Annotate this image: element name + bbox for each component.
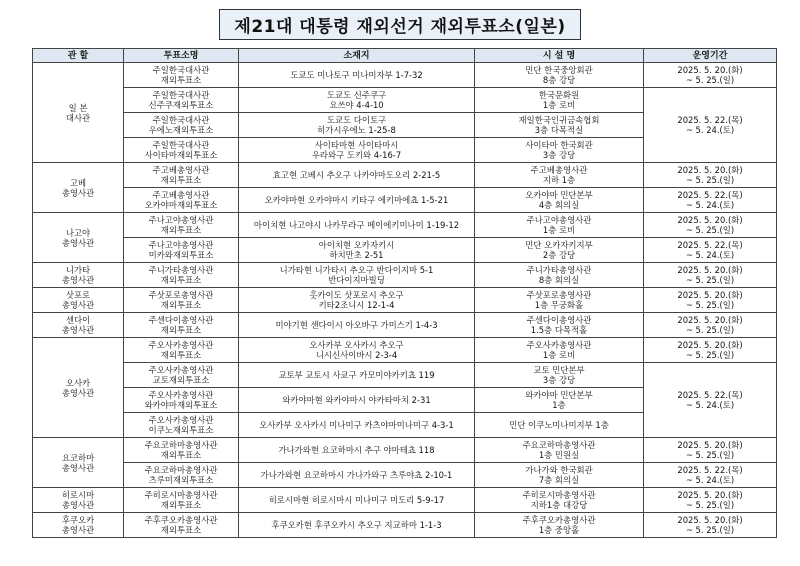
period-cell-line: 2025. 5. 22.(목) (677, 240, 743, 250)
jurisdiction-cell-line: 일 본 (68, 102, 88, 113)
address-cell-line: 후쿠오카현 후쿠오카시 추오구 지교하마 1-1-3 (271, 520, 442, 530)
facility-cell-line: 2층 강당 (542, 250, 576, 260)
jurisdiction-cell-line: 총영사관 (61, 300, 95, 310)
facility-cell (475, 163, 644, 188)
facility-cell-line: 민단 한국중앙회관 (525, 65, 593, 75)
period-cell-line: 2025. 5. 20.(화) (677, 490, 743, 500)
facility-cell (475, 313, 644, 338)
period-cell (644, 338, 777, 363)
period-cell-line: ~ 5. 25.(일) (685, 350, 735, 360)
address-cell (239, 313, 475, 338)
facility-cell (475, 263, 644, 288)
address-cell (239, 113, 475, 138)
period-cell-line: 2025. 5. 20.(화) (677, 515, 743, 525)
jurisdiction-cell-line: 총영사관 (61, 325, 95, 335)
station-cell-line: 재외투표소 (160, 350, 202, 360)
period-cell-line: ~ 5. 25.(일) (685, 300, 735, 310)
period-cell-line: ~ 5. 25.(일) (685, 450, 735, 460)
jurisdiction-cell-line: 오사카 (65, 377, 91, 388)
period-cell-line: ~ 5. 25.(일) (685, 75, 735, 85)
station-cell (124, 188, 239, 213)
address-cell-line: 가나가와현 요코하마시 가나가와구 츠루야쵸 2-10-1 (260, 470, 453, 480)
period-cell-line: 2025. 5. 22.(목) (677, 115, 743, 125)
station-cell (124, 463, 239, 488)
facility-cell-line: 지하 1층 (542, 175, 576, 185)
period-cell (644, 213, 777, 238)
jurisdiction-cell-line: 총영사관 (61, 525, 95, 535)
period-cell (644, 438, 777, 463)
station-cell (124, 363, 239, 388)
jurisdiction-cell (33, 213, 124, 263)
address-cell-line: 교토부 교토시 사쿄구 카모미야카키쵸 119 (278, 370, 435, 380)
station-cell (124, 513, 239, 538)
period-cell (644, 63, 777, 88)
period-cell-line: 2025. 5. 22.(목) (677, 190, 743, 200)
address-cell (239, 488, 475, 513)
period-cell-line: ~ 5. 25.(일) (685, 225, 735, 235)
period-cell (644, 313, 777, 338)
period-cell-line: ~ 5. 24.(토) (685, 200, 735, 210)
period-cell-line: 2025. 5. 22.(목) (677, 465, 743, 475)
table-body (33, 63, 777, 538)
period-cell-line: ~ 5. 24.(토) (685, 475, 735, 485)
facility-cell-line: 사이타마 한국회관 (525, 140, 593, 150)
jurisdiction-cell-line: 총영사관 (61, 500, 95, 510)
title-area (0, 6, 800, 42)
address-cell-line: 우라와구 도키와 4-16-7 (311, 150, 402, 160)
header-facility: 시 설 명 (475, 49, 644, 63)
station-cell-line: 주오사카총영사관 (148, 365, 214, 375)
station-cell-line: 주삿포로총영사관 (148, 290, 214, 300)
facility-cell-line: 1층 중앙홀 (538, 525, 580, 535)
jurisdiction-cell (33, 438, 124, 488)
address-cell (239, 213, 475, 238)
address-cell-line: 하치만초 2-51 (329, 250, 384, 260)
period-cell-line: 2025. 5. 20.(화) (677, 265, 743, 275)
jurisdiction-cell-line: 총영사관 (61, 275, 95, 285)
station-cell (124, 63, 239, 88)
jurisdiction-cell-line: 총영사관 (61, 387, 95, 398)
address-cell (239, 413, 475, 438)
jurisdiction-cell-line: 총영사관 (61, 187, 95, 198)
station-cell (124, 238, 239, 263)
jurisdiction-cell-line: 니가타 (65, 265, 91, 275)
period-cell (644, 163, 777, 188)
jurisdiction-cell-line: 고베 (69, 177, 87, 188)
facility-cell (475, 363, 644, 388)
address-cell-line: 도쿄도 다이토구 (326, 115, 387, 125)
period-cell-line: 2025. 5. 22.(목) (677, 390, 743, 400)
station-cell-line: 주오사카총영사관 (148, 390, 214, 400)
address-cell-line: 니시신사이바시 2-3-4 (315, 350, 398, 360)
jurisdiction-cell-line: 총영사관 (61, 462, 95, 473)
facility-cell-line: 지하1층 대강당 (530, 500, 588, 510)
address-cell-line: 효고현 고베시 추오구 나카야마도오리 2-21-5 (272, 170, 441, 180)
period-cell (644, 88, 777, 163)
station-cell (124, 113, 239, 138)
station-cell-line: 주일한국대사관 (152, 115, 210, 125)
address-cell-line: 도쿄도 미나토구 미나미자부 1-7-32 (290, 70, 423, 80)
facility-cell-line: 1층 무궁화홀 (534, 300, 584, 310)
period-cell-line: ~ 5. 24.(토) (685, 400, 735, 410)
station-cell-line: 신주쿠재외투표소 (148, 100, 214, 110)
address-cell-line: 오사카부 오사카시 미나미구 카츠야마미나미구 4-3-1 (259, 420, 454, 430)
facility-cell-line: 민단 오카자키지부 (525, 240, 593, 250)
address-cell (239, 238, 475, 263)
facility-cell-line: 주후쿠오카총영사관 (522, 515, 596, 525)
address-cell-line: 도쿄도 신주쿠구 (326, 90, 387, 100)
station-cell-line: 주요코하마총영사관 (144, 465, 218, 475)
table-row (33, 488, 777, 513)
jurisdiction-cell-line: 센다이 (65, 315, 91, 325)
station-cell-line: 미카와재외투표소 (148, 250, 214, 260)
facility-cell-line: 7층 회의실 (538, 475, 580, 485)
facility-cell (475, 238, 644, 263)
period-cell (644, 188, 777, 213)
period-cell-line: ~ 5. 25.(일) (685, 500, 735, 510)
jurisdiction-cell-line: 대사관 (65, 112, 91, 123)
address-cell-line: 오카야마현 오카야마시 키타구 에키마에쵸 1-5-21 (264, 195, 449, 205)
address-cell-line: 아이치현 오카자키시 (318, 240, 395, 250)
address-cell (239, 263, 475, 288)
address-cell-line: 와카야마현 와카야마시 야카타마치 2-31 (282, 395, 431, 405)
station-cell-line: 오카야마재외투표소 (144, 200, 218, 210)
facility-cell (475, 88, 644, 113)
period-cell (644, 288, 777, 313)
station-cell-line: 재외투표소 (160, 225, 202, 235)
station-cell-line: 주오사카총영사관 (148, 415, 214, 425)
facility-cell (475, 438, 644, 463)
jurisdiction-cell (33, 163, 124, 213)
jurisdiction-cell (33, 263, 124, 288)
address-cell-line: 반다이지마빌딩 (328, 275, 385, 285)
station-cell (124, 438, 239, 463)
period-cell-line: ~ 5. 24.(토) (685, 125, 735, 135)
address-cell-line: 사이타마현 사이타마시 (314, 140, 399, 150)
header-period: 운영기간 (644, 49, 777, 63)
station-cell-line: 주히로시마총영사관 (144, 490, 218, 500)
facility-cell-line: 1층 민원실 (538, 450, 580, 460)
station-cell (124, 388, 239, 413)
station-cell-line: 츠루미재외투표소 (148, 475, 214, 485)
facility-cell (475, 213, 644, 238)
facility-cell (475, 463, 644, 488)
period-cell-line: 2025. 5. 20.(화) (677, 215, 743, 225)
station-cell-line: 주후쿠오카총영사관 (144, 515, 218, 525)
station-cell (124, 213, 239, 238)
period-cell-line: 2025. 5. 20.(화) (677, 340, 743, 350)
station-cell-line: 와카야마재외투표소 (144, 400, 218, 410)
facility-cell-line: 1층 (552, 400, 566, 410)
address-cell (239, 363, 475, 388)
facility-cell-line: 1층 로비 (542, 350, 576, 360)
jurisdiction-cell-line: 총영사관 (61, 237, 95, 248)
facility-cell (475, 188, 644, 213)
station-cell-line: 재외투표소 (160, 300, 202, 310)
address-cell (239, 463, 475, 488)
table-row (33, 338, 777, 363)
period-cell (644, 488, 777, 513)
period-cell-line: ~ 5. 25.(일) (685, 275, 735, 285)
table-row (33, 438, 777, 463)
facility-cell-line: 주오사카총영사관 (526, 340, 592, 350)
facility-cell-line: 주삿포로총영사관 (526, 290, 592, 300)
period-cell-line: ~ 5. 25.(일) (685, 175, 735, 185)
station-cell-line: 교토재외투표소 (152, 375, 210, 385)
station-cell-line: 주고베총영사관 (152, 190, 210, 200)
station-cell-line: 재외투표소 (160, 275, 202, 285)
facility-cell-line: 3층 강당 (542, 150, 576, 160)
station-cell-line: 주니가타총영사관 (148, 265, 214, 275)
table-row (33, 188, 777, 213)
table-row (33, 213, 777, 238)
facility-cell (475, 388, 644, 413)
table-row (33, 88, 777, 113)
period-cell-line: 2025. 5. 20.(화) (677, 440, 743, 450)
address-cell-line: 가나가와현 요코하마시 추구 야마테쵸 118 (278, 445, 435, 455)
station-cell (124, 313, 239, 338)
station-cell-line: 주일한국대사관 (152, 140, 210, 150)
address-cell-line: 히로시마현 히로시마시 미나미구 미도리 5-9-17 (268, 495, 445, 505)
address-cell-line: 키타2조니시 12-1-4 (318, 300, 395, 310)
address-cell (239, 163, 475, 188)
header-address: 소재지 (239, 49, 475, 63)
polling-station-table (32, 48, 777, 538)
facility-cell (475, 513, 644, 538)
station-cell-line: 재외투표소 (160, 175, 202, 185)
station-cell-line: 주센다이총영사관 (148, 315, 214, 325)
period-cell-line: 2025. 5. 20.(화) (677, 65, 743, 75)
facility-cell-line: 주요코하마총영사관 (522, 440, 596, 450)
station-cell-line: 사이타마재외투표소 (144, 150, 218, 160)
facility-cell-line: 1층 로비 (542, 100, 576, 110)
jurisdiction-cell-line: 후쿠오카 (61, 515, 95, 525)
jurisdiction-cell (33, 288, 124, 313)
facility-cell-line: 주고베총영사관 (530, 165, 588, 175)
station-cell-line: 우에노재외투표소 (148, 125, 214, 135)
period-cell (644, 263, 777, 288)
facility-cell-line: 1.5층 다목적홀 (530, 325, 588, 335)
station-cell-line: 재외투표소 (160, 525, 202, 535)
address-cell (239, 188, 475, 213)
period-cell-line: 2025. 5. 20.(화) (677, 315, 743, 325)
address-cell (239, 388, 475, 413)
page-title: 제21대 대통령 재외선거 재외투표소(일본) (219, 9, 580, 40)
facility-cell (475, 138, 644, 163)
address-cell (239, 288, 475, 313)
period-cell (644, 238, 777, 263)
address-cell (239, 88, 475, 113)
facility-cell-line: 교토 민단본부 (533, 365, 585, 375)
facility-cell-line: 주센다이총영사관 (526, 315, 592, 325)
table-row (33, 63, 777, 88)
station-cell-line: 주나고야총영사관 (148, 240, 214, 250)
facility-cell-line: 가나가와 한국회관 (525, 465, 593, 475)
jurisdiction-cell (33, 63, 124, 163)
address-cell-line: 요쓰야 4-4-10 (329, 100, 384, 110)
station-cell (124, 163, 239, 188)
jurisdiction-cell (33, 338, 124, 438)
table-row (33, 513, 777, 538)
address-cell (239, 513, 475, 538)
period-cell (644, 513, 777, 538)
facility-cell-line: 민단 이쿠노미나미지부 1층 (509, 420, 609, 430)
period-cell (644, 463, 777, 488)
jurisdiction-cell-line: 히로시마 (61, 490, 95, 500)
period-cell-line: ~ 5. 25.(일) (685, 325, 735, 335)
period-cell-line: 2025. 5. 20.(화) (677, 290, 743, 300)
facility-cell (475, 488, 644, 513)
facility-cell-line: 주나고야총영사관 (526, 215, 592, 225)
period-cell (644, 363, 777, 438)
jurisdiction-cell-line: 요코하마 (61, 452, 95, 463)
facility-cell-line: 3층 다목적실 (534, 125, 584, 135)
facility-cell-line: 4층 회의실 (538, 200, 580, 210)
jurisdiction-cell (33, 313, 124, 338)
facility-cell-line: 오카야마 민단본부 (525, 190, 593, 200)
address-cell (239, 63, 475, 88)
station-cell (124, 488, 239, 513)
table-row (33, 163, 777, 188)
period-cell-line: 2025. 5. 20.(화) (677, 165, 743, 175)
station-cell (124, 288, 239, 313)
period-cell-line: ~ 5. 25.(일) (685, 525, 735, 535)
facility-cell-line: 와카야마 민단본부 (525, 390, 593, 400)
facility-cell-line: 3층 강당 (542, 375, 576, 385)
station-cell-line: 주오사카총영사관 (148, 340, 214, 350)
address-cell (239, 438, 475, 463)
jurisdiction-cell (33, 488, 124, 513)
jurisdiction-cell-line: 삿포로 (65, 290, 91, 300)
address-cell-line: 히가시우에노 1-25-8 (317, 125, 396, 135)
table-row (33, 463, 777, 488)
station-cell-line: 주나고야총영사관 (148, 215, 214, 225)
header-station: 투표소명 (124, 49, 239, 63)
station-cell (124, 338, 239, 363)
facility-cell (475, 338, 644, 363)
address-cell-line: 아이치현 나고야시 나카무라구 메이에키미나미 1-19-12 (253, 220, 460, 230)
address-cell-line: 오사카부 오사카시 추오구 (309, 340, 404, 350)
table-row (33, 363, 777, 388)
station-cell (124, 138, 239, 163)
address-cell-line: 홋카이도 삿포로시 추오구 (309, 290, 404, 300)
facility-cell-line: 재일한국인귀금속협회 (518, 115, 600, 125)
station-cell-line: 재외투표소 (160, 325, 202, 335)
facility-cell (475, 288, 644, 313)
header-jurisdiction: 관 할 (33, 49, 124, 63)
station-cell-line: 이쿠노재외투표소 (148, 425, 214, 435)
station-cell-line: 재외투표소 (160, 450, 202, 460)
address-cell (239, 338, 475, 363)
table-row (33, 288, 777, 313)
station-cell-line: 주일한국대사관 (152, 90, 210, 100)
station-cell-line: 주일한국대사관 (152, 65, 210, 75)
station-cell (124, 88, 239, 113)
facility-cell-line: 8층 회의실 (538, 275, 580, 285)
facility-cell (475, 63, 644, 88)
facility-cell-line: 한국문화원 (538, 90, 580, 100)
address-cell (239, 138, 475, 163)
facility-cell-line: 1층 로비 (542, 225, 576, 235)
station-cell-line: 재외투표소 (160, 75, 202, 85)
facility-cell (475, 413, 644, 438)
table-header-row (33, 49, 777, 63)
station-cell (124, 263, 239, 288)
table-row (33, 238, 777, 263)
station-cell-line: 주요코하마총영사관 (144, 440, 218, 450)
jurisdiction-cell-line: 나고야 (65, 227, 91, 238)
period-cell-line: ~ 5. 24.(토) (685, 250, 735, 260)
address-cell-line: 니가타현 니가타시 추오구 반다이지마 5-1 (279, 265, 434, 275)
facility-cell-line: 8층 강당 (542, 75, 576, 85)
facility-cell-line: 주히로시마총영사관 (522, 490, 596, 500)
table-row (33, 263, 777, 288)
station-cell (124, 413, 239, 438)
facility-cell (475, 113, 644, 138)
facility-cell-line: 주니가타총영사관 (526, 265, 592, 275)
station-cell-line: 재외투표소 (160, 500, 202, 510)
address-cell-line: 미야기현 센다이시 아오바구 가미스기 1-4-3 (275, 320, 438, 330)
table-row (33, 313, 777, 338)
station-cell-line: 주고베총영사관 (152, 165, 210, 175)
jurisdiction-cell (33, 513, 124, 538)
